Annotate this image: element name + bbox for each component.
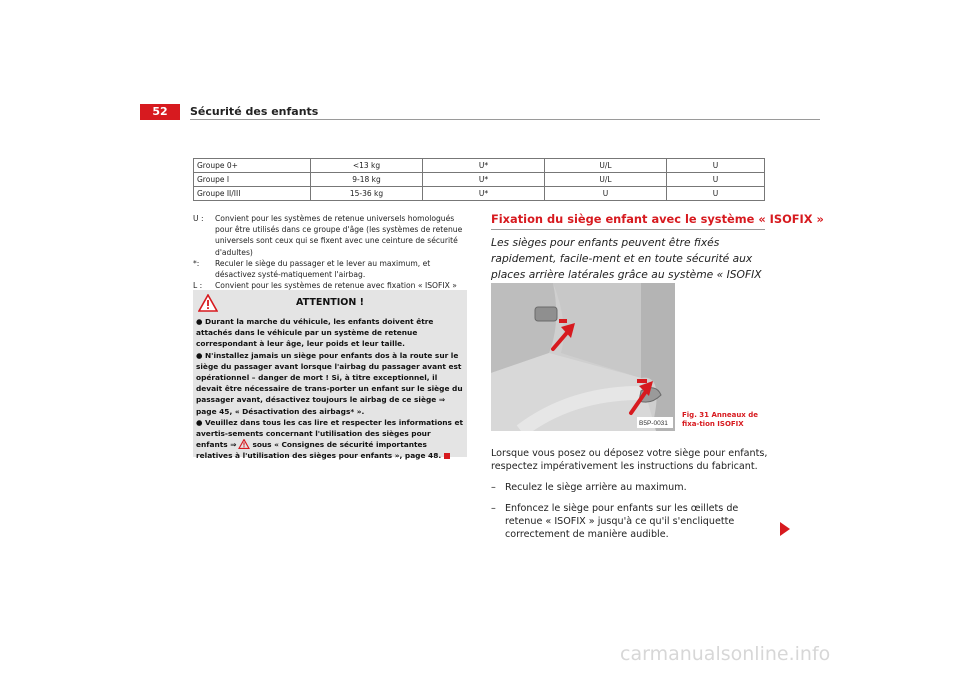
table-cell: U* — [423, 159, 545, 173]
table-cell: Groupe II/III — [194, 187, 311, 201]
table-cell: U — [667, 187, 765, 201]
table-cell: 9-18 kg — [311, 173, 423, 187]
legend-key: L : — [193, 281, 203, 291]
table-row — [194, 173, 765, 187]
table-cell: U* — [423, 187, 545, 201]
section-rule — [491, 229, 765, 230]
table-cell: 15-36 kg — [311, 187, 423, 201]
attention-item: ● N'installez jamais un siège pour enfants dos à la route sur le siège du passager avant lorsque l'airbag du passager avant est opérationnel – danger de mort ! Si, à titre exceptionnel, il devait être nécessaire de trans-porter un enfant sur le siège du passager avant, désactivez toujours le airbag de ce siège ⇒ page 45, « Désactivation des airbags* ». — [196, 350, 463, 416]
legend-text: Convient pour les systèmes de retenue avec fixation « ISOFIX » — [215, 281, 457, 291]
watermark: carmanualsonline.info — [620, 643, 831, 665]
table-cell: <13 kg — [311, 159, 423, 173]
warning-triangle-icon — [238, 439, 250, 449]
legend-key: *: — [193, 258, 200, 268]
table-cell: U — [667, 173, 765, 187]
legend-item — [193, 213, 470, 258]
legend-item — [193, 258, 470, 280]
figure-code: B5P-0031 — [639, 420, 668, 427]
attention-item: ● Veuillez dans tous les cas lire et respecter les informations et avertis-sements concernant l'utilisation des sièges pour enfants ⇒ sous « Consignes de sécurité importantes relatives à l'utilisation des sièges pour enfants », page 48. — [196, 417, 464, 461]
table-cell: U/L — [545, 173, 667, 187]
attention-box — [193, 290, 467, 461]
end-mark-icon — [444, 453, 450, 459]
table-row — [194, 187, 765, 201]
section-intro: Les sièges pour enfants peuvent être fixés rapidement, facile-ment et en toute sécurité aux places arrière latérales grâce au système « ISOFIX — [491, 236, 762, 281]
table-cell: U — [545, 187, 667, 201]
isofix-figure — [491, 283, 675, 431]
running-title: Sécurité des enfants — [190, 105, 319, 118]
attention-item: ● Durant la marche du véhicule, les enfants doivent être attachés dans le véhicule par un système de retenue correspondant à leur âge, leur poids et leur taille. — [196, 317, 434, 349]
attention-body — [196, 316, 464, 462]
isofix-seat-illustration — [491, 283, 675, 431]
step-item: – Reculez le siège arrière au maximum. — [491, 482, 687, 493]
table-cell: Groupe 0+ — [194, 159, 311, 173]
table-cell: U — [667, 159, 765, 173]
figure-caption: Fig. 31 Anneaux de fixa-tion ISOFIX — [682, 411, 759, 428]
table-row — [194, 159, 765, 173]
step-item: – Enfoncez le siège pour enfants sur les œillets de retenue « ISOFIX » jusqu'à ce qu'il s'encliquette correctement de manière audible. — [491, 503, 739, 540]
table-legend — [193, 213, 470, 291]
group-table — [193, 158, 765, 201]
instructions — [491, 447, 771, 549]
page-number: 52 — [140, 104, 180, 120]
table-cell: U/L — [545, 159, 667, 173]
continue-arrow-icon — [780, 522, 790, 536]
legend-key: U : — [193, 214, 204, 223]
legend-text: Reculer le siège du passager et le lever au maximum, et désactivez systé-matiquement l'airbag. — [215, 258, 431, 280]
body-text: Lorsque vous posez ou déposez votre siège pour enfants, respectez impérativement les instructions du fabricant. — [491, 448, 768, 472]
attention-heading: ATTENTION ! — [296, 297, 364, 308]
table-cell: Groupe I — [194, 173, 311, 187]
legend-text: Convient pour les systèmes de retenue universels homologués pour être utilisés dans ce groupe d'âge (les systèmes de retenue universels sont ceux qui se fixent avec une ceinture de sécurité d'adultes) — [215, 214, 463, 257]
table-cell: U* — [423, 173, 545, 187]
header-rule — [190, 119, 820, 120]
section-title: Fixation du siège enfant avec le système « ISOFIX » — [491, 212, 824, 226]
